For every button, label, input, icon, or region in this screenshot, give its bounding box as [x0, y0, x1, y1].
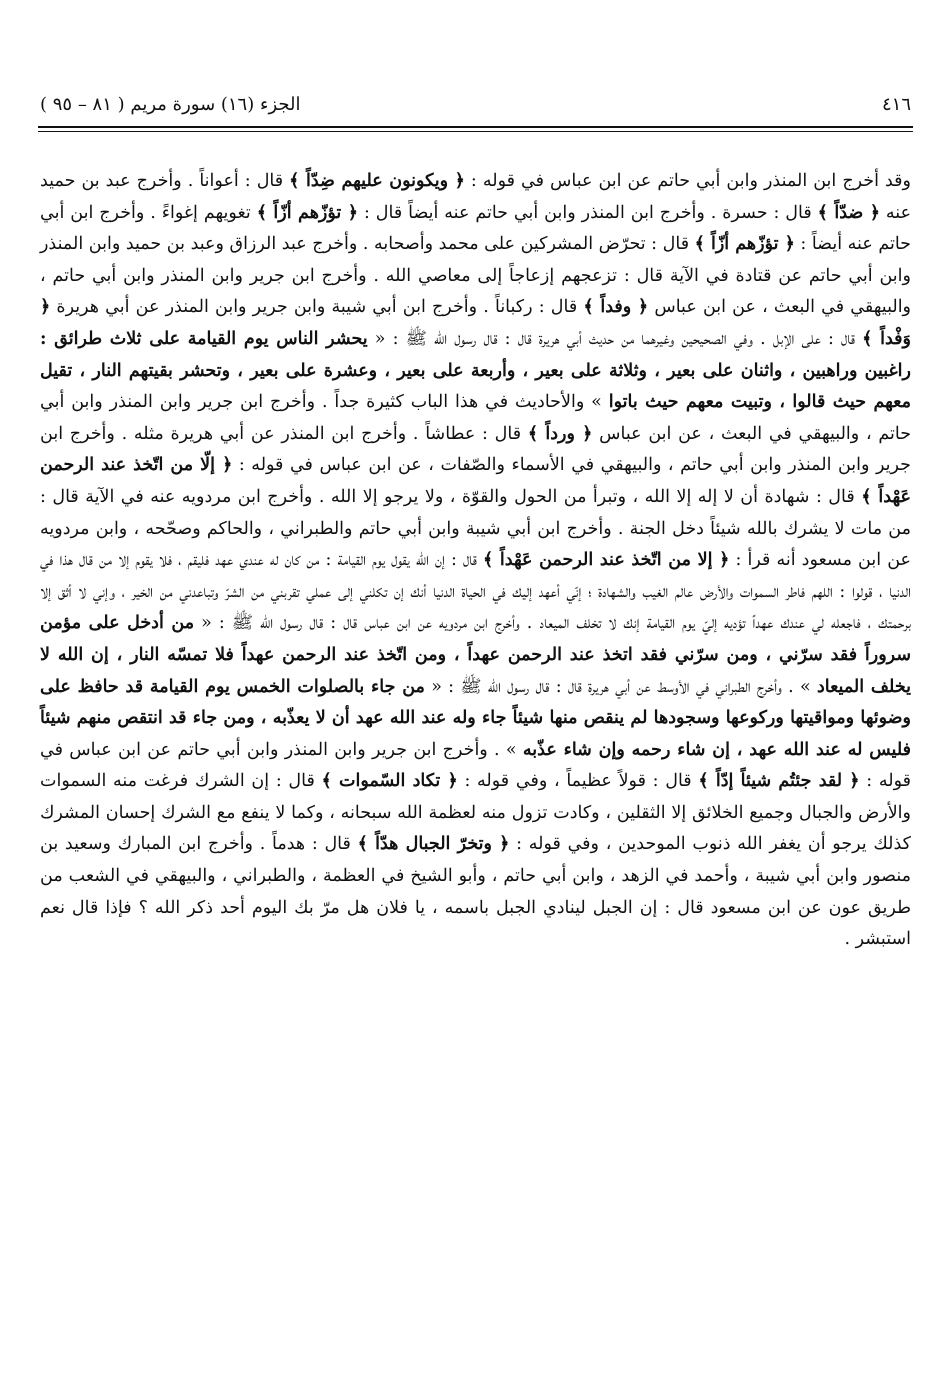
- text-segment: » . وأخرج الطبراني في الأوسط عن أبي هريرة قال : قال رسول الله ﷺ : «: [424, 676, 817, 697]
- quote-segment: يحشر الناس يوم القيامة على ثلاث طرائق : راغبين وراهبين ، واثنان على بعير ، وثلاثة على بعير ، وأربعة على بعير ، وعشرة على بعير ، وتحشر بقيتهم النار ، تقيل معهم حيث قالوا ، وتبيت معهم حيث باتوا: [40, 328, 911, 413]
- body-paragraph: [40, 166, 911, 956]
- page-number: ٤١٦: [881, 94, 911, 115]
- text-segment: قال : إن الله يقول يوم القيامة : من كان له عندي عهد فليقم ، فلا يقوم إلا من قال هذا في الدنيا ، قولوا : اللهم فاطر السموات والأرض عالم الغيب والشهادة ؛ إنّي أعهد إليك في الحياة الدنيا أنك إن تكلني إلى عملي تقربني من الشرّ وتباعدني من الخير ، وإني لا أثق إلا برحمتك ، فاجعله لي عندك عهداً تؤديه إليّ يوم القيامة إنك لا تخلف الميعاد . وأخرج ابن مردويه عن ابن عباس قال : قال رسول الله ﷺ : «: [40, 550, 911, 634]
- text-segment: » والأحاديث في هذا الباب كثيرة جداً . وأخرج ابن جرير وابن المنذر وابن أبي حاتم ، والبيهقي في البعث ، عن ابن عباس: [40, 392, 912, 444]
- text-segment: قال : أعواناً . وأخرج عبد بن حميد عنه: [40, 171, 912, 223]
- body-text: [40, 166, 911, 956]
- running-title: الجزء (١٦) سورة مريم ( ٨١ – ٩٥ ): [40, 94, 301, 115]
- quote-segment: ﴿ إلّا من اتّخذ عند الرحمن عَهْداً ﴾: [40, 455, 911, 507]
- text-segment: قال : شهادة أن لا إله إلا الله ، وتبرأ من الحول والقوّة ، ولا يرجو إلا الله . وأخرج ابن مردويه عنه في الآية قال : من مات لا يشرك بالله شيئاً دخل الجنة . وأخرج ابن أبي شيبة وابن أبي حاتم والطبراني ، والحاكم وصحّحه ، وابن مردويه عن ابن مسعود أنه قرأ :: [40, 486, 911, 571]
- text-segment: قال : ركباناً . وأخرج ابن أبي شيبة وابن جرير وابن المنذر عن أبي هريرة: [50, 297, 584, 318]
- text-segment: قال : إن الشرك فرغت منه السموات والأرض والجبال وجميع الخلائق إلا الثقلين ، وكادت تزول منه لعظمة الله سبحانه ، وكما لا ينفع مع الشرك إحسان المشرك كذلك يرجو أن يغفر الله ذنوب الموحدين ، وفي قوله :: [40, 771, 911, 855]
- text-segment: وقد أخرج ابن المنذر وابن أبي حاتم عن ابن عباس في قوله :: [464, 171, 911, 191]
- quote-segment: ﴿ ويكونون عليهم ضِدّاً ﴾: [289, 171, 465, 191]
- text-segment: قال : عطاشاً . وأخرج ابن المنذر عن أبي هريرة مثله . وأخرج ابن جرير وابن المنذر وابن أبي حاتم ، والبيهقي في الأسماء والصّفات ، عن ابن عباس في قوله :: [40, 423, 911, 476]
- quote-segment: ﴿ تكاد السّموات ﴾: [321, 771, 458, 792]
- quote-segment: ﴿ ورداً ﴾: [527, 423, 593, 444]
- text-segment: » . وأخرج ابن جرير وابن المنذر وابن أبي حاتم عن ابن عباس في قوله :: [40, 739, 911, 792]
- quote-segment: ﴿ تؤزّهم أزّاً ﴾: [694, 234, 795, 255]
- quote-segment: ﴿ وفداً ﴾: [583, 297, 649, 318]
- quote-segment: ﴿ وتخرّ الجبال هدّاً ﴾: [357, 834, 510, 855]
- text-segment: قال : هدماً . وأخرج ابن المبارك وسعيد بن منصور وابن أبي شيبة ، وأحمد في الزهد ، وابن أبي حاتم ، وأبو الشيخ في العظمة ، والطبراني ، والبيهقي في الشعب من طريق عون عن ابن مسعود قال : إن الجبل لينادي الجبل باسمه ، يا فلان هل مرّ بك اليوم أحد ذكر الله ؟ فإذا قال نعم استبشر .: [40, 834, 911, 950]
- text-segment: قال : قولاً عظيماً ، وفي قوله :: [457, 771, 699, 792]
- quote-segment: ﴿ ضدّاً ﴾: [817, 202, 880, 223]
- text-segment: قال : تحرّض المشركين على محمد وأصحابه . وأخرج عبد الرزاق وعبد بن حميد وابن المنذر وابن أبي حاتم عن قتادة في الآية قال : تزعجهم إزعاجاً إلى معاصي الله . وأخرج ابن جرير وابن المنذر وابن أبي حاتم ، والبيهقي في البعث ، عن ابن عباس: [39, 234, 912, 318]
- text-segment: قال : حسرة . وأخرج ابن المنذر وابن أبي حاتم عنه أيضاً قال :: [358, 202, 818, 223]
- quote-segment: من جاء بالصلوات الخمس يوم القيامة قد حافظ على وضوئها ومواقيتها وركوعها وسجودها لم ينقص منها شيئاً جاء وله عند الله عهد أن لا يعذّبه ، ومن جاء قد انتقص منهم شيئاً فليس له عند الله عهد ، إن شاء رحمه وإن شاء عذّبه: [40, 676, 912, 760]
- quote-segment: ﴿ إلا من اتّخذ عند الرحمن عَهْداً ﴾: [483, 550, 730, 571]
- quote-segment: من أدخل على مؤمن سروراً فقد سرّني ، ومن سرّني فقد اتخذ عند الرحمن عهداً ، ومن اتّخذ عند الرحمن عهداً فلا تمسّه النار ، إن الله لا يخلف الميعاد: [40, 613, 912, 697]
- quote-segment: ﴿ لقد جئتُم شيئاً إدّاً ﴾: [698, 771, 860, 792]
- header-rule: [38, 126, 913, 132]
- text-segment: تغويهم إغواءً . وأخرج ابن أبي حاتم عنه أيضاً :: [40, 202, 911, 255]
- text-segment: قال : على الإبل . وفي الصحيحين وغيرهما من حديث أبي هريرة قال : قال رسول الله ﷺ : «: [367, 328, 863, 349]
- quote-segment: ﴿ وَفْداً ﴾: [40, 297, 911, 349]
- quote-segment: ﴿ تؤزّهم أزّاً ﴾: [256, 202, 359, 223]
- page-header: [40, 94, 911, 121]
